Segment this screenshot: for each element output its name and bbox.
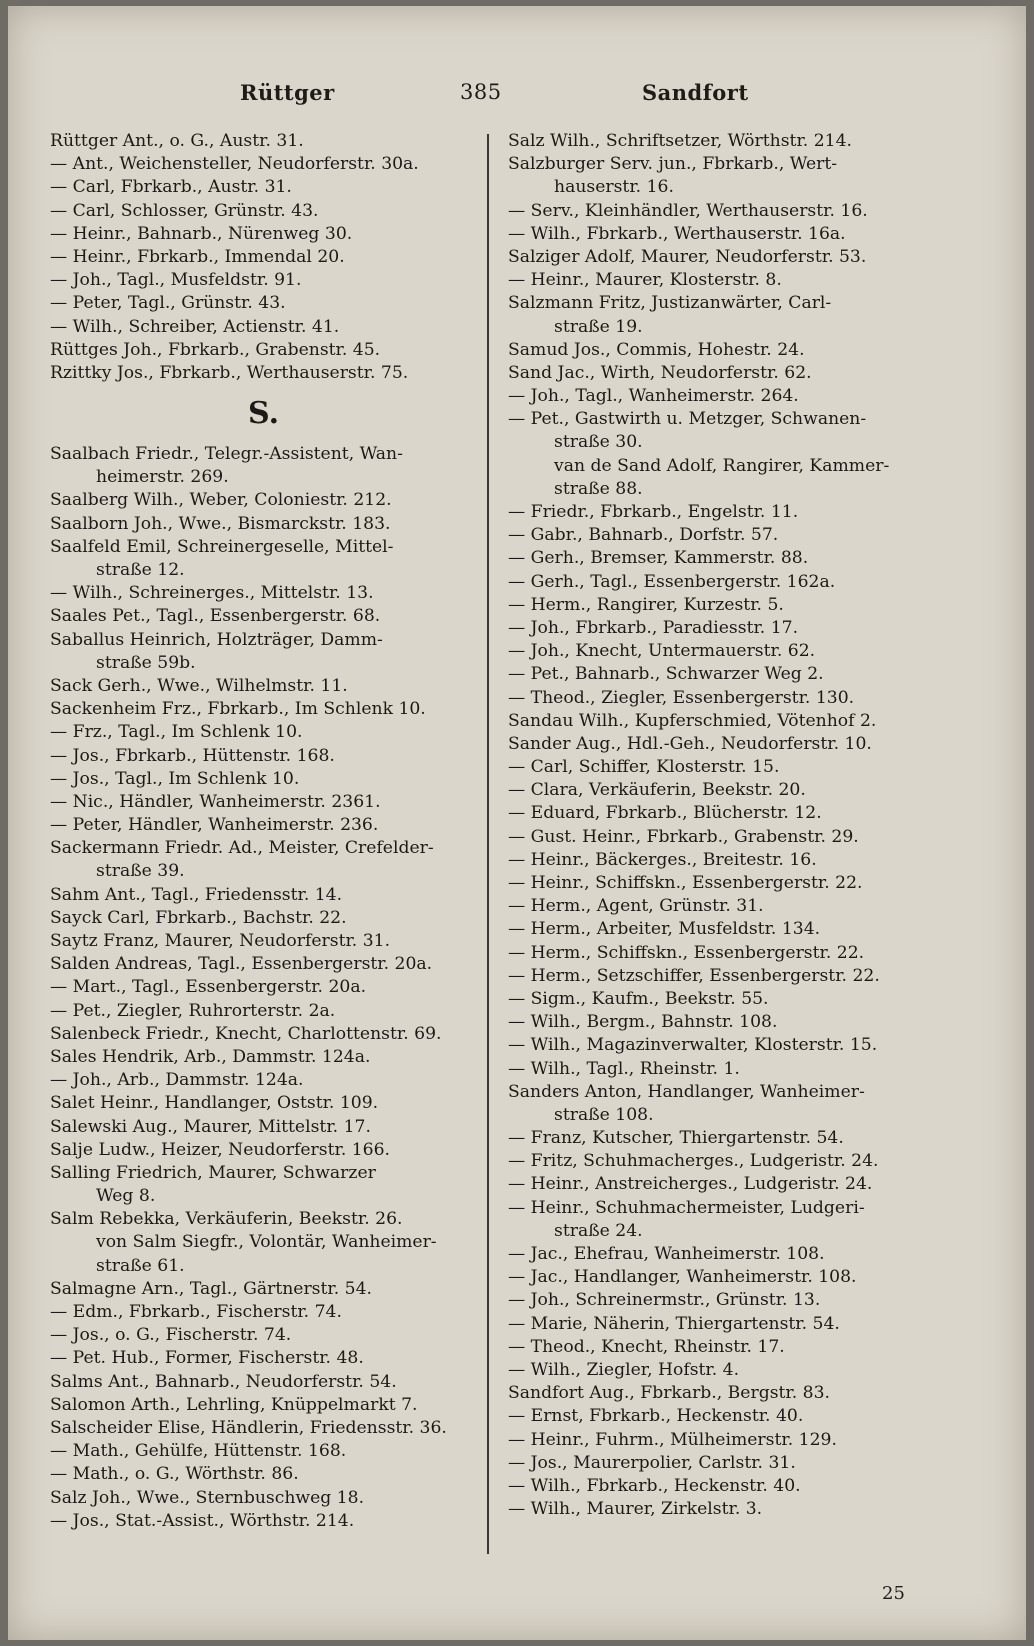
directory-entry: — Heinr., Anstreicherges., Ludgeristr. 24. — [508, 1174, 873, 1195]
directory-entry: straße 24. — [554, 1220, 643, 1241]
directory-entry: — Carl, Schlosser, Grünstr. 43. — [50, 200, 319, 221]
directory-entry: — Wilh., Maurer, Zirkelstr. 3. — [508, 1499, 763, 1520]
directory-entry: — Wilh., Tagl., Rheinstr. 1. — [508, 1058, 740, 1079]
directory-entry: — Theod., Ziegler, Essenbergerstr. 130. — [508, 687, 855, 708]
directory-entry: — Jac., Handlanger, Wanheimerstr. 108. — [508, 1267, 857, 1288]
directory-entry: — Gust. Heinr., Fbrkarb., Grabenstr. 29. — [508, 826, 859, 847]
directory-entry: — Heinr., Maurer, Klosterstr. 8. — [508, 270, 782, 291]
directory-entry: Saytz Franz, Maurer, Neudorferstr. 31. — [50, 931, 391, 951]
directory-entry: Salden Andreas, Tagl., Essenbergerstr. 20a. — [50, 954, 433, 975]
directory-page — [8, 6, 1026, 1640]
directory-entry: Salziger Adolf, Maurer, Neudorferstr. 53. — [508, 246, 867, 267]
directory-entry: Sackermann Friedr. Ad., Meister, Crefelder- — [50, 838, 434, 859]
directory-entry: van de Sand Adolf, Rangirer, Kammer- — [554, 455, 890, 476]
directory-entry: Rüttger Ant., o. G., Austr. 31. — [50, 131, 304, 151]
directory-entry: Saalbach Friedr., Telegr.-Assistent, Wan- — [50, 444, 403, 465]
directory-entry: — Heinr., Bahnarb., Nürenweg 30. — [50, 223, 353, 244]
directory-entry: — Jac., Ehefrau, Wanheimerstr. 108. — [508, 1244, 825, 1264]
directory-entry: — Clara, Verkäuferin, Beekstr. 20. — [508, 780, 806, 801]
directory-entry: Rzittky Jos., Fbrkarb., Werthauserstr. 75. — [50, 362, 409, 383]
directory-entry: Salm Rebekka, Verkäuferin, Beekstr. 26. — [50, 1209, 403, 1230]
directory-entry: straße 12. — [96, 560, 185, 580]
directory-entry: von Salm Siegfr., Volontär, Wanheimer- — [96, 1232, 437, 1253]
directory-entry: straße 30. — [554, 432, 643, 453]
directory-entry: Salz Wilh., Schriftsetzer, Wörthstr. 214. — [508, 131, 852, 151]
directory-entry: — Jos., o. G., Fischerstr. 74. — [50, 1325, 292, 1346]
directory-entry: — Wilh., Fbrkarb., Heckenstr. 40. — [508, 1475, 801, 1496]
directory-entry: — Marie, Näherin, Thiergartenstr. 54. — [508, 1313, 840, 1334]
page-number: 385 — [460, 80, 502, 104]
directory-entry: — Herm., Schiffskn., Essenbergerstr. 22. — [508, 942, 865, 963]
directory-entry: Salzmann Fritz, Justizanwärter, Carl- — [508, 293, 832, 314]
signature-mark: 25 — [882, 1583, 905, 1604]
directory-entry: — Heinr., Bäckerges., Breitestr. 16. — [508, 849, 817, 870]
directory-entry: — Nic., Händler, Wanheimerstr. 2361. — [50, 791, 381, 812]
directory-entry: Salz Joh., Wwe., Sternbuschweg 18. — [50, 1487, 365, 1508]
directory-entry: — Joh., Tagl., Musfeldstr. 91. — [50, 270, 302, 291]
directory-entry: — Pet. Hub., Former, Fischerstr. 48. — [50, 1348, 364, 1369]
directory-entry: Saballus Heinrich, Holzträger, Damm- — [50, 629, 383, 650]
directory-entry: — Jos., Stat.-Assist., Wörthstr. 214. — [50, 1510, 355, 1531]
directory-entry: — Jos., Maurerpolier, Carlstr. 31. — [508, 1452, 796, 1473]
directory-entry: — Math., o. G., Wörthstr. 86. — [50, 1464, 299, 1485]
directory-entry: Saalberg Wilh., Weber, Coloniestr. 212. — [50, 490, 392, 511]
directory-entry: Salzburger Serv. jun., Fbrkarb., Wert- — [508, 154, 838, 175]
directory-entry: Sackenheim Frz., Fbrkarb., Im Schlenk 10. — [50, 699, 426, 720]
directory-entry: — Pet., Gastwirth u. Metzger, Schwanen- — [508, 409, 867, 430]
directory-entry: Weg 8. — [96, 1186, 156, 1207]
directory-entry: Salms Ant., Bahnarb., Neudorferstr. 54. — [50, 1371, 397, 1392]
directory-entry: — Mart., Tagl., Essenbergerstr. 20a. — [50, 977, 367, 998]
directory-entry: Samud Jos., Commis, Hohestr. 24. — [508, 339, 805, 360]
directory-entry: Sahm Ant., Tagl., Friedensstr. 14. — [50, 884, 343, 905]
directory-entry: Saalfeld Emil, Schreinergeselle, Mittel- — [50, 536, 394, 557]
directory-entry: — Wilh., Schreiber, Actienstr. 41. — [50, 316, 340, 337]
directory-entry: Sander Aug., Hdl.-Geh., Neudorferstr. 10. — [508, 733, 872, 754]
column-divider — [487, 134, 489, 1554]
directory-entry: — Herm., Agent, Grünstr. 31. — [508, 896, 764, 917]
directory-entry: Sack Gerh., Wwe., Wilhelmstr. 11. — [50, 675, 348, 696]
directory-entry: — Heinr., Fbrkarb., Immendal 20. — [50, 246, 345, 267]
directory-entry: — Wilh., Bergm., Bahnstr. 108. — [508, 1012, 778, 1033]
directory-entry: straße 88. — [554, 478, 643, 499]
directory-entry: — Eduard, Fbrkarb., Blücherstr. 12. — [508, 803, 822, 824]
directory-entry: — Herm., Arbeiter, Musfeldstr. 134. — [508, 919, 821, 940]
directory-entry: — Joh., Tagl., Wanheimerstr. 264. — [508, 386, 799, 407]
directory-entry: — Wilh., Magazinverwalter, Klosterstr. 15. — [508, 1035, 878, 1056]
directory-entry: — Ernst, Fbrkarb., Heckenstr. 40. — [508, 1406, 804, 1427]
directory-entry: Salenbeck Friedr., Knecht, Charlottenstr. 69. — [50, 1023, 442, 1044]
directory-entry: Sand Jac., Wirth, Neudorferstr. 62. — [508, 362, 812, 383]
directory-entry: — Franz, Kutscher, Thiergartenstr. 54. — [508, 1128, 844, 1149]
directory-entry: heimerstr. 269. — [96, 467, 229, 488]
directory-entry: — Wilh., Ziegler, Hofstr. 4. — [508, 1359, 740, 1380]
directory-entry: — Jos., Fbrkarb., Hüttenstr. 168. — [50, 745, 335, 766]
directory-entry: — Friedr., Fbrkarb., Engelstr. 11. — [508, 502, 799, 522]
directory-entry: — Joh., Knecht, Untermauerstr. 62. — [508, 641, 816, 662]
directory-entry: — Gerh., Bremser, Kammerstr. 88. — [508, 548, 809, 569]
directory-entry: straße 59b. — [96, 652, 196, 673]
directory-entry: — Carl, Schiffer, Klosterstr. 15. — [508, 757, 780, 778]
directory-entry: Salscheider Elise, Händlerin, Friedensstr. 36. — [50, 1417, 447, 1438]
directory-entry: — Pet., Bahnarb., Schwarzer Weg 2. — [508, 664, 824, 685]
directory-entry: — Gabr., Bahnarb., Dorfstr. 57. — [508, 525, 779, 546]
left-column — [50, 130, 478, 1533]
directory-entry: straße 19. — [554, 316, 643, 337]
directory-entry: hauserstr. 16. — [554, 177, 674, 198]
directory-entry: straße 61. — [96, 1255, 185, 1276]
directory-entry: Sayck Carl, Fbrkarb., Bachstr. 22. — [50, 907, 347, 928]
directory-entry: Sales Hendrik, Arb., Dammstr. 124a. — [50, 1046, 371, 1067]
directory-entry: Salet Heinr., Handlanger, Oststr. 109. — [50, 1093, 379, 1114]
directory-entry: — Carl, Fbrkarb., Austr. 31. — [50, 177, 292, 198]
directory-entry: — Peter, Tagl., Grünstr. 43. — [50, 293, 286, 314]
directory-entry: Salewski Aug., Maurer, Mittelstr. 17. — [50, 1116, 371, 1137]
running-head-left: Rüttger — [240, 80, 335, 105]
directory-entry: — Herm., Rangirer, Kurzestr. 5. — [508, 594, 784, 615]
directory-entry: — Wilh., Fbrkarb., Werthauserstr. 16a. — [508, 223, 846, 244]
directory-entry: — Edm., Fbrkarb., Fischerstr. 74. — [50, 1302, 342, 1322]
directory-entry: — Ant., Weichensteller, Neudorferstr. 30a. — [50, 154, 419, 175]
directory-entry: Saales Pet., Tagl., Essenbergerstr. 68. — [50, 606, 381, 627]
directory-entry: — Theod., Knecht, Rheinstr. 17. — [508, 1336, 785, 1357]
directory-entry: — Fritz, Schuhmacherges., Ludgeristr. 24. — [508, 1151, 879, 1172]
directory-entry: — Peter, Händler, Wanheimerstr. 236. — [50, 815, 379, 836]
directory-entry: — Math., Gehülfe, Hüttenstr. 168. — [50, 1441, 347, 1462]
directory-entry: — Serv., Kleinhändler, Werthauserstr. 16. — [508, 200, 868, 221]
directory-entry: — Wilh., Schreinerges., Mittelstr. 13. — [50, 583, 374, 604]
directory-entry: Salmagne Arn., Tagl., Gärtnerstr. 54. — [50, 1278, 372, 1299]
directory-entry: Sandfort Aug., Fbrkarb., Bergstr. 83. — [508, 1383, 831, 1404]
directory-entry: Saalborn Joh., Wwe., Bismarckstr. 183. — [50, 513, 391, 534]
running-head-right: Sandfort — [642, 80, 749, 105]
directory-entry: — Pet., Ziegler, Ruhrorterstr. 2a. — [50, 1000, 336, 1021]
directory-entry: — Jos., Tagl., Im Schlenk 10. — [50, 768, 300, 789]
right-column — [508, 130, 940, 1521]
directory-entry: — Joh., Fbrkarb., Paradiesstr. 17. — [508, 617, 799, 638]
directory-entry: — Heinr., Schuhmachermeister, Ludgeri- — [508, 1197, 865, 1218]
directory-entry: — Frz., Tagl., Im Schlenk 10. — [50, 722, 303, 743]
directory-entry: Rüttges Joh., Fbrkarb., Grabenstr. 45. — [50, 339, 381, 360]
directory-entry: Sanders Anton, Handlanger, Wanheimer- — [508, 1081, 865, 1102]
directory-entry: — Heinr., Schiffskn., Essenbergerstr. 22. — [508, 873, 863, 893]
directory-entry: — Herm., Setzschiffer, Essenbergerstr. 22. — [508, 965, 880, 986]
directory-entry: Salje Ludw., Heizer, Neudorferstr. 166. — [50, 1139, 391, 1160]
directory-entry: straße 108. — [554, 1104, 654, 1125]
directory-entry: — Heinr., Fuhrm., Mülheimerstr. 129. — [508, 1429, 837, 1450]
directory-entry: — Joh., Schreinermstr., Grünstr. 13. — [508, 1290, 821, 1311]
directory-entry: — Joh., Arb., Dammstr. 124a. — [50, 1070, 304, 1091]
directory-entry: Salomon Arth., Lehrling, Knüppelmarkt 7. — [50, 1394, 418, 1415]
directory-entry: Sandau Wilh., Kupferschmied, Vötenhof 2. — [508, 710, 877, 731]
directory-entry: — Sigm., Kaufm., Beekstr. 55. — [508, 988, 769, 1009]
directory-entry: — Gerh., Tagl., Essenbergerstr. 162a. — [508, 571, 836, 592]
directory-entry: straße 39. — [96, 861, 185, 882]
section-letter: S. — [248, 396, 280, 432]
directory-entry: Salling Friedrich, Maurer, Schwarzer — [50, 1162, 376, 1183]
